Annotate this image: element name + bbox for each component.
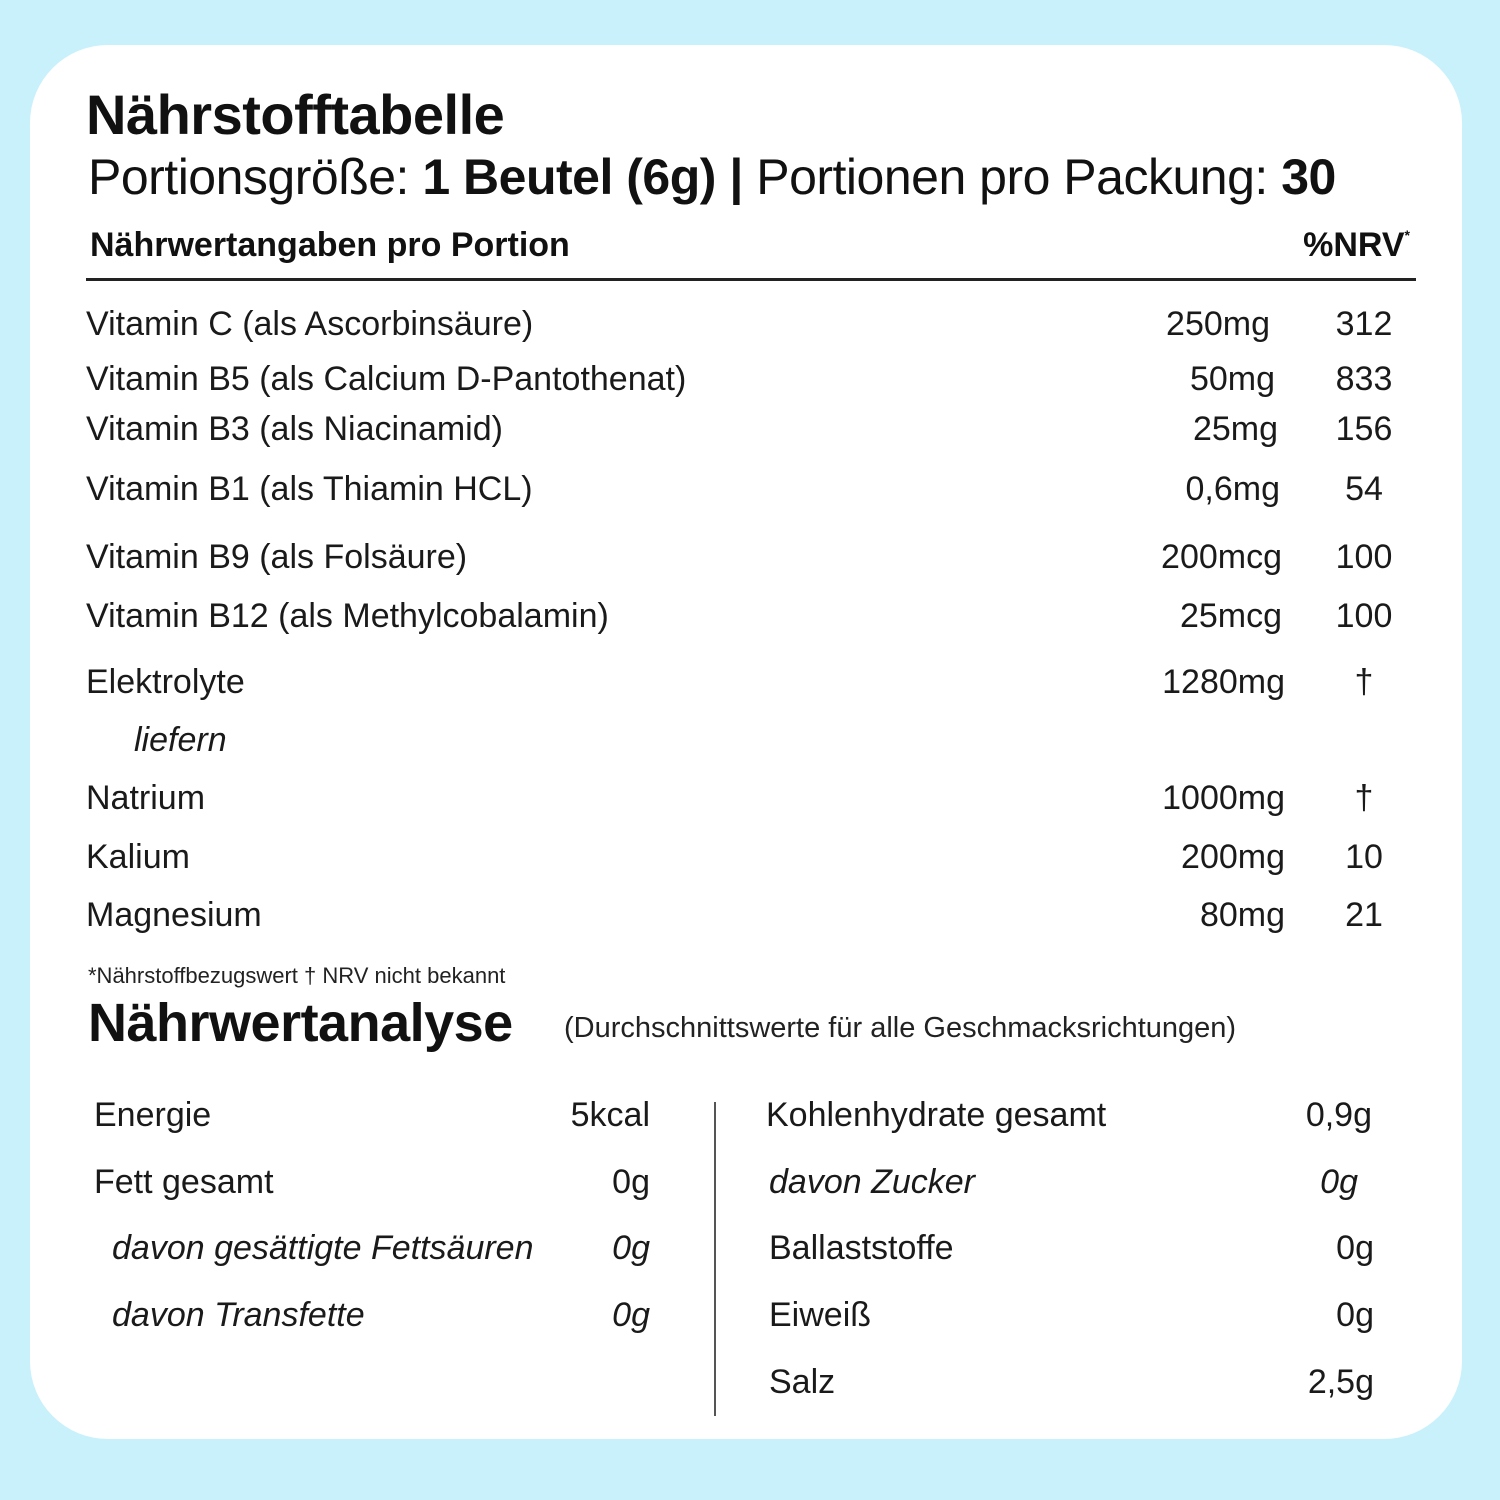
nutrient-name: Magnesium: [86, 896, 262, 934]
analysis-left-value: 0g: [612, 1229, 650, 1267]
analysis-left-label: davon gesättigte Fettsäuren: [112, 1229, 534, 1267]
analysis-title: Nährwertanalyse: [88, 993, 513, 1053]
nutrient-nrv: †: [1354, 663, 1374, 701]
nutrient-name: Kalium: [86, 838, 190, 876]
nrv-header-label: %NRV: [1303, 226, 1405, 264]
serving-size-label: Portionsgröße:: [88, 149, 409, 205]
analysis-left-label: Energie: [94, 1096, 212, 1134]
nutrient-name: Vitamin B9 (als Folsäure): [86, 538, 468, 576]
nutrient-nrv: 21: [1345, 896, 1383, 934]
nutrient-name: Natrium: [86, 779, 206, 817]
serving-count-value: 30: [1281, 149, 1336, 205]
serving-count-label: Portionen pro Packung:: [756, 149, 1268, 205]
nutrient-amount: 1280mg: [1162, 663, 1285, 701]
nutrient-nrv: 312: [1335, 305, 1393, 343]
nutrient-amount: 250mg: [1166, 305, 1270, 343]
nutrient-amount: 1000mg: [1162, 779, 1285, 817]
analysis-left-value: 0g: [612, 1296, 650, 1334]
analysis-right-label: Eiweiß: [769, 1296, 872, 1334]
page-title: Nährstofftabelle: [86, 83, 505, 146]
nutrient-amount: 25mg: [1192, 410, 1278, 448]
analysis-right-label: davon Zucker: [769, 1163, 975, 1201]
analysis-right-label: Ballaststoffe: [769, 1229, 954, 1267]
header-divider: [86, 278, 1416, 281]
serving-info: [88, 148, 1336, 206]
footnote: *Nährstoffbezugswert † NRV nicht bekannt: [88, 963, 506, 988]
nutrient-name: Vitamin B1 (als Thiamin HCL): [86, 470, 533, 508]
analysis-right-value: 0g: [1336, 1229, 1374, 1267]
nutrient-amount: 200mg: [1181, 838, 1285, 876]
nutrient-nrv: †: [1354, 779, 1374, 817]
nutrient-name: Vitamin C (als Ascorbinsäure): [86, 305, 534, 343]
serving-size-value: 1 Beutel (6g): [422, 149, 716, 205]
nutrient-nrv: 54: [1345, 470, 1383, 508]
nutrient-amount: 0,6mg: [1185, 470, 1280, 508]
table-header-left: Nährwertangaben pro Portion: [90, 226, 570, 264]
nutrient-amount: 80mg: [1199, 896, 1285, 934]
nutrient-name: Elektrolyte: [86, 663, 245, 701]
serving-separator: |: [729, 149, 743, 205]
nutrient-nrv: 833: [1335, 360, 1393, 398]
nutrient-amount: 200mcg: [1161, 538, 1282, 576]
analysis-left-value: 0g: [612, 1163, 650, 1201]
analysis-right-label: Salz: [769, 1363, 836, 1401]
nrv-header-marker: *: [1404, 227, 1410, 243]
nutrient-nrv: 10: [1345, 838, 1383, 876]
nutrient-amount: 25mcg: [1179, 597, 1282, 635]
analysis-left-label: Fett gesamt: [94, 1163, 274, 1201]
table-header-right: [1303, 226, 1410, 265]
analysis-right-label: Kohlenhydrate gesamt: [766, 1096, 1107, 1134]
nutrient-name: liefern: [134, 721, 227, 759]
analysis-left-label: davon Transfette: [112, 1296, 365, 1334]
nutrient-name: Vitamin B12 (als Methylcobalamin): [86, 597, 609, 635]
analysis-right-value: 0g: [1336, 1296, 1374, 1334]
nutrient-nrv: 100: [1335, 538, 1393, 576]
nutrient-amount: 50mg: [1189, 360, 1275, 398]
column-divider: [714, 1102, 716, 1416]
analysis-right-value: 0,9g: [1305, 1096, 1372, 1134]
analysis-right-value: 2,5g: [1307, 1363, 1374, 1401]
nutrient-name: Vitamin B3 (als Niacinamid): [86, 410, 503, 448]
nutrient-nrv: 156: [1335, 410, 1393, 448]
nutrient-nrv: 100: [1335, 597, 1393, 635]
analysis-right-value: 0g: [1320, 1163, 1358, 1201]
analysis-left-value: 5kcal: [570, 1096, 650, 1134]
analysis-note: (Durchschnittswerte für alle Geschmacksrichtungen): [564, 1012, 1237, 1044]
nutrient-name: Vitamin B5 (als Calcium D-Pantothenat): [86, 360, 687, 398]
